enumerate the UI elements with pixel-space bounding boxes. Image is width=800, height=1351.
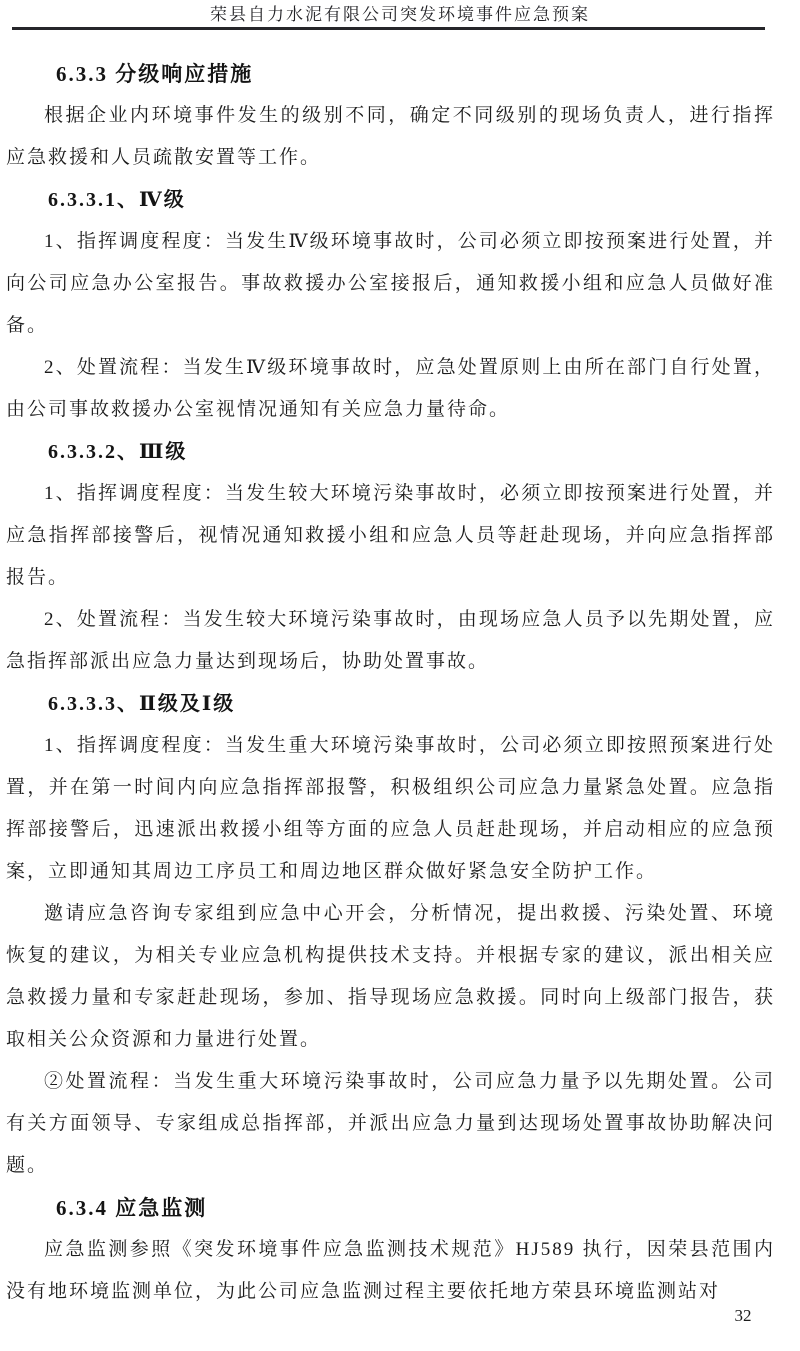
paragraph-6-3-3-2-item2: 2、处置流程：当发生较大环境污染事故时，由现场应急人员予以先期处置，应急指挥部派出应急力量达到现场后，协助处置事故。 (6, 609, 775, 672)
page-number: 32 (734, 1306, 752, 1325)
paragraph-6-3-3-3-item3: ②处置流程：当发生重大环境污染事故时，公司应急力量予以先期处置。公司有关方面领导、专家组成总指挥部，并派出应急力量到达现场处置事故协助解决问题。 (6, 1071, 775, 1176)
section-heading-6-3-3-1: 6.3.3.1、Ⅳ级 (48, 189, 186, 211)
section-heading-6-3-3: 6.3.3 分级响应措施 (56, 62, 254, 86)
document-header-title: 荣县自力水泥有限公司突发环境事件应急预案 (210, 5, 590, 24)
section-heading-6-3-4: 6.3.4 应急监测 (56, 1196, 208, 1220)
document-header (0, 0, 800, 26)
paragraph-6-3-3-1-item2: 2、处置流程：当发生Ⅳ级环境事故时，应急处置原则上由所在部门自行处置，由公司事故救援办公室视情况通知有关应急力量待命。 (6, 357, 775, 420)
section-heading-6-3-3-2: 6.3.3.2、Ⅲ级 (48, 441, 188, 463)
paragraph-6-3-4-item1: 应急监测参照《突发环境事件应急监测技术规范》HJ589 执行，因荣县范围内没有地环境监测单位，为此公司应急监测过程主要依托地方荣县环境监测站对 (6, 1239, 775, 1302)
paragraph-6-3-3-3-item1: 1、指挥调度程度：当发生重大环境污染事故时，公司必须立即按照预案进行处置，并在第一时间内向应急指挥部报警，积极组织公司应急力量紧急处置。应急指挥部接警后，迅速派出救援小组等方面的应急人员赶赴现场，并启动相应的应急预案，立即通知其周边工序员工和周边地区群众做好紧急安全防护工作。 (6, 735, 775, 882)
header-rule (12, 27, 765, 30)
document-body (0, 53, 800, 1313)
paragraph-6-3-3-1-item1: 1、指挥调度程度：当发生Ⅳ级环境事故时，公司必须立即按预案进行处置，并向公司应急办公室报告。事故救援办公室接报后，通知救援小组和应急人员做好准备。 (6, 231, 775, 336)
paragraph-6-3-3-intro: 根据企业内环境事件发生的级别不同，确定不同级别的现场负责人，进行指挥应急救援和人员疏散安置等工作。 (6, 105, 775, 168)
paragraph-6-3-3-2-item1: 1、指挥调度程度：当发生较大环境污染事故时，必须立即按预案进行处置，并应急指挥部接警后，视情况通知救援小组和应急人员等赶赴现场，并向应急指挥部报告。 (6, 483, 775, 588)
section-heading-6-3-3-3: 6.3.3.3、Ⅱ级及Ⅰ级 (48, 693, 236, 715)
paragraph-6-3-3-3-item2: 邀请应急咨询专家组到应急中心开会，分析情况，提出救援、污染处置、环境恢复的建议，为相关专业应急机构提供技术支持。并根据专家的建议，派出相关应急救援力量和专家赶赴现场，参加、指导现场应急救援。同时向上级部门报告，获取相关公众资源和力量进行处置。 (6, 903, 775, 1050)
